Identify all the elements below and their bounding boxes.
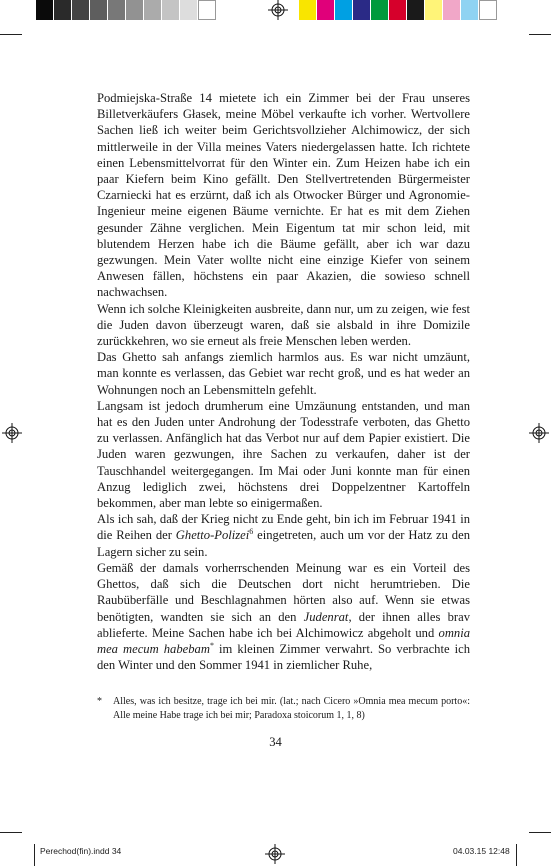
color-swatch xyxy=(36,0,54,20)
paragraph: Podmiejska-Straße 14 mietete ich ein Zimmer bei der Frau unseres Billetverkäufers Głasek, meine Möbel verkaufte ich vorher. Wertvollere Sachen ließ ich weiter beim Gerichtsvollzieher Alchimowicz, der sich mittlerweile in der Villa meines Vaters niedergelassen hatte. Ich richtete einen Lebensmittelvorrat für den Winter ein. Zum Heizen habe ich ein paar Kiefern beim Kino gefällt. Den Stellvertretenden Bürgermeister Czarniecki hat es erzürnt, daß ich als Otwocker Bürger und Agronomie-Ingenieur meine eigenen Bäume vernichte. Er hat es mit dem Ziehen gesunder Zähne verglichen. Mein Eigentum tat mir schon leid, mit blutendem Herzen habe ich die Bäume gefällt, aber ich war dazu gezwungen. Mein Vater wollte nicht eine einzige Kiefer von seinem Anwesen fällen, höchstens ein paar Akazien, die sowieso schnell nachwachsen. xyxy=(97,91,470,300)
color-swatch xyxy=(353,0,371,20)
color-swatch xyxy=(90,0,108,20)
color-swatch xyxy=(144,0,162,20)
color-swatch xyxy=(108,0,126,20)
crop-mark xyxy=(0,34,22,35)
paragraph xyxy=(97,511,470,560)
color-swatch xyxy=(371,0,389,20)
color-calibration-bar xyxy=(299,0,497,20)
text-run: Gemäß der damals vorherrschenden Meinung war es ein Vorteil des Ghettos, daß sich die Deutschen dort nicht herumtrieben. Die Raubüberfälle und Beschlagnahmen hörten also auf. Wenn sie etwas benötigten, wandten sie sich an den xyxy=(97,560,470,624)
text-run: , der ihnen alles brav ablieferte. Meine Sachen habe ich bei Alchimowicz abgeholt und xyxy=(97,609,470,640)
color-swatch xyxy=(317,0,335,20)
color-swatch xyxy=(299,0,317,20)
crop-mark xyxy=(529,832,551,833)
slug-file: Perechod(fin).indd 34 xyxy=(40,846,122,856)
color-swatch xyxy=(54,0,72,20)
crop-mark xyxy=(0,832,22,833)
color-swatch xyxy=(162,0,180,20)
color-swatch xyxy=(72,0,90,20)
paragraph: Wenn ich solche Kleinigkeiten ausbreite, dann nur, um zu zeigen, wie fest die Juden davon überzeugt waren, daß sie alsbald in ihre Domizile zurückkehren, wo sie erneut als freie Menschen leben werden. xyxy=(97,301,470,349)
color-swatch xyxy=(198,0,216,20)
endnote-reference: 6 xyxy=(249,527,254,537)
crop-mark xyxy=(529,34,551,35)
emphasis-latin-phrase: omnia mea mecum habebam xyxy=(97,625,470,656)
paragraph xyxy=(97,560,470,673)
registration-mark-right xyxy=(529,423,549,443)
text-run: Als ich sah, daß der Krieg nicht zu Ende geht, bin ich im Februar 1941 in die Reihen der xyxy=(97,512,470,543)
slug-date: 04.03.15 12:48 xyxy=(453,846,510,856)
color-swatch xyxy=(461,0,479,20)
paragraph: Langsam ist jedoch drumherum eine Umzäunung entstanden, und man hat es den Juden unter Androhung der Todesstrafe verboten, das Ghetto zu verlassen. Anfänglich hat das Verbot nur auf dem Papier existiert. Die Juden waren gezwungen, ihre Sachen zu verkaufen, daher ist der Tauschhandel weitergegangen. Im Mai oder Juni konnte man für einen Anzug lediglich zwei, höchstens drei Doppelzentner Kartoffeln bekommen, aber man lebte so einigermaßen. xyxy=(97,398,470,511)
emphasis-ghetto-polizei: Ghetto-Polizei xyxy=(175,528,250,543)
gray-calibration-bar xyxy=(36,0,216,20)
color-swatch xyxy=(335,0,353,20)
footnote-reference: * xyxy=(209,640,214,650)
footnote-text: Alles, was ich besitze, trage ich bei mir. (lat.; nach Cicero »Omnia mea mecum porto«: Alle meine Habe trage ich bei mir; Paradoxa stoicorum 1, 1, 8) xyxy=(113,696,470,721)
color-swatch xyxy=(443,0,461,20)
color-swatch xyxy=(180,0,198,20)
footnote xyxy=(97,695,470,722)
text-run: im kleinen Zimmer verwahrt. So verbrachte ich den Winter und den Sommer 1941 in ziemlicher Ruhe, xyxy=(97,641,470,673)
color-swatch xyxy=(407,0,425,20)
crop-mark xyxy=(34,844,35,866)
page-number: 34 xyxy=(269,735,282,749)
body-text xyxy=(97,90,470,673)
color-swatch xyxy=(479,0,497,20)
text-run: eingetreten, auch um vor der Hatz zu den Lagern sicher zu sein. xyxy=(97,528,470,559)
color-swatch xyxy=(389,0,407,20)
crop-mark xyxy=(516,844,517,866)
registration-mark-top xyxy=(268,0,288,20)
paragraph: Das Ghetto sah anfangs ziemlich harmlos aus. Es war nicht umzäunt, man konnte es verlassen, das Gebiet war recht groß, und es hat weder an Wohnungen noch an Lebensmitteln gefehlt. xyxy=(97,350,470,397)
registration-mark-bottom xyxy=(265,844,285,864)
footnote-mark: * xyxy=(97,696,102,707)
color-swatch xyxy=(126,0,144,20)
color-swatch xyxy=(425,0,443,20)
registration-mark-left xyxy=(2,423,22,443)
emphasis-judenrat: Judenrat xyxy=(303,609,349,624)
